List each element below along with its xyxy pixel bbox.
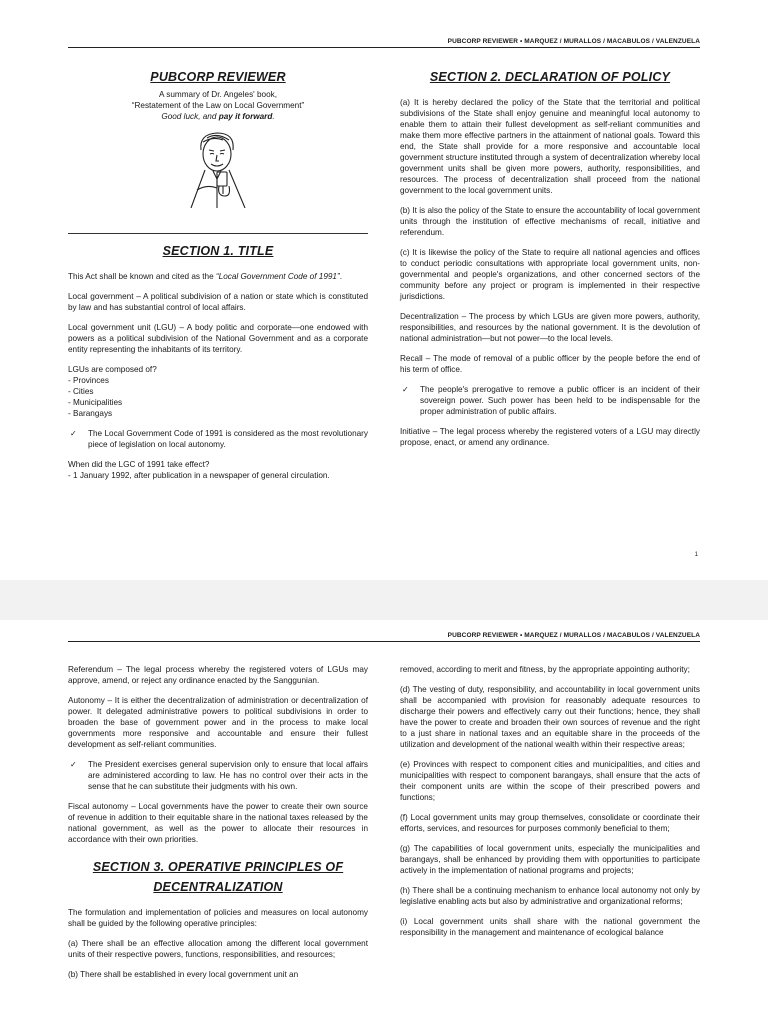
recall-definition: Recall – The mode of removal of a public officer by the people before the end of his term of office. bbox=[400, 354, 700, 374]
list-item: - Cities bbox=[68, 387, 94, 396]
principle-f: (f) Local government units may group themselves, consolidate or coordinate their efforts, services, and resources for purposes commonly beneficial to them; bbox=[400, 813, 700, 833]
intro-line-1: A summary of Dr. Angeles' book, bbox=[158, 90, 278, 99]
decentralization-definition: Decentralization – The process by which LGUs are given more powers, authority, responsibilities, and resources by the national government. It is the devolution of national administration—but not power—to the local levels. bbox=[400, 312, 700, 343]
page1-right-column bbox=[400, 72, 700, 457]
page2-left-column bbox=[68, 664, 368, 989]
checkmark-icon: ✓ bbox=[70, 760, 77, 769]
principle-g: (g) The capabilities of local government units, especially the municipalities and barangays, shall be enhanced by providing them with opportunities to participate actively in the implementation of national programs and projects; bbox=[400, 844, 700, 875]
referendum-definition: Referendum – The legal process whereby the registered voters of LGUs may approve, amend, or reject any ordinance enacted by the Sanggunian. bbox=[68, 665, 368, 685]
checkmark-note: ✓ The people's prerogative to remove a public officer is an incident of their sovereign power. Such power has been held to be indispensable for the proper administration of public affairs. bbox=[402, 385, 700, 416]
policy-paragraph-c: (c) It is likewise the policy of the State to require all national agencies and offices to conduct periodic consultations with appropriate local government units, non-governmental and people's organizations, and other concerned sectors of the community before any project or program is implemented in their respective jurisdictions. bbox=[400, 248, 700, 301]
lgu-question: LGUs are composed of? bbox=[68, 365, 157, 374]
intro-line-3: Good luck, and pay it forward. bbox=[161, 112, 275, 121]
list-item: - Barangays bbox=[68, 409, 113, 418]
principle-a: (a) There shall be an effective allocation among the different local government units of their respective powers, functions, responsibilities, and resources; bbox=[68, 939, 368, 959]
principle-d: (d) The vesting of duty, responsibility, and accountability in local government units shall be accompanied with provision for reasonably adequate resources to discharge their powers and effectively carry out their functions; hence, they shall have the power to create and broaden their own sources of revenue and the right to a just share in national taxes and an equitable share in the proceeds of the utilization and development of the national wealth within their respective areas; bbox=[400, 685, 700, 749]
page-number: 1 bbox=[694, 552, 698, 558]
local-government-definition: Local government – A political subdivision of a nation or state which is constituted by law and has substantial control of local affairs. bbox=[68, 292, 368, 312]
checkmark-icon: ✓ bbox=[402, 385, 409, 394]
page2-right-column bbox=[400, 664, 700, 947]
principle-h: (h) There shall be a continuing mechanism to enhance local autonomy not only by legislative enabling acts but also by administrative and organizational reforms; bbox=[400, 886, 700, 906]
section-divider bbox=[68, 233, 368, 234]
principle-e: (e) Provinces with respect to component cities and municipalities, and cities and municipalities with respect to component barangays, shall ensure that the acts of their component units are within the scope of their prescribed powers and functions; bbox=[400, 760, 700, 802]
list-item: - Municipalities bbox=[68, 398, 123, 407]
principle-b: (b) There shall be established in every local government unit an bbox=[68, 970, 299, 979]
initiative-definition: Initiative – The legal process whereby the registered voters of a LGU may directly propose, enact, or amend any ordinance. bbox=[400, 427, 700, 447]
section-1-block bbox=[68, 246, 368, 481]
fiscal-autonomy-definition: Fiscal autonomy – Local governments have the power to create their own source of revenue in addition to their equitable share in the national taxes released by the national government, as well as the power to allocate their resources in accordance with their own priorities. bbox=[68, 802, 368, 844]
page-gap bbox=[0, 580, 768, 620]
effectivity-question: When did the LGC of 1991 take effect? bbox=[68, 460, 210, 469]
page1-left-column bbox=[68, 72, 368, 214]
lgu-definition: Local government unit (LGU) – A body politic and corporate—one endowed with powers as a political subdivision of the National Government and as a corporate entity representing the inhabitants of its territory. bbox=[68, 323, 368, 354]
lgu-composition-list bbox=[68, 364, 368, 419]
autonomy-definition: Autonomy – It is either the decentralization of administration or decentralization of power. It delegated administrative powers to political subdivisions in order to broaden the base of government power and in the process to make local governments more responsive and accountable and ensure their fullest development as self-reliant communities. bbox=[68, 696, 368, 749]
list-item: - Provinces bbox=[68, 376, 109, 385]
running-header: PUBCORP REVIEWER • MARQUEZ / MURALLOS / MACABULOS / VALENZUELA bbox=[68, 632, 700, 642]
rage-face-cartoon-illustration bbox=[183, 128, 253, 208]
section-2-heading: SECTION 2. DECLARATION OF POLICY bbox=[429, 70, 671, 84]
policy-paragraph-a: (a) It is hereby declared the policy of the State that the territorial and political subdivisions of the State shall enjoy genuine and meaningful local autonomy to enable them to attain their fullest development as self-reliant communities and make them more effective partners in the attainment of national goals. Toward this end, the State shall provide for a more responsive and accountable local government structure instituted through a system of decentralization whereby local government units shall be given more powers, authority, responsibilities, and resources. The process of decentralization shall proceed from the national government to the local government units. bbox=[400, 98, 700, 195]
page-2 bbox=[0, 620, 768, 1024]
section-3-heading: SECTION 3. OPERATIVE PRINCIPLES OF DECENTRALIZATION bbox=[92, 860, 344, 894]
section-1-heading: SECTION 1. TITLE bbox=[162, 244, 274, 258]
checkmark-icon: ✓ bbox=[70, 429, 77, 438]
principles-intro: The formulation and implementation of policies and measures on local autonomy shall be guided by the following operative principles: bbox=[68, 908, 368, 928]
principle-i: (i) Local government units shall share with the national government the responsibility in the management and maintenance of ecological balance bbox=[400, 917, 700, 937]
policy-paragraph-b: (b) It is also the policy of the State to ensure the accountability of local government units through the institution of effective mechanisms of recall, initiative and referendum. bbox=[400, 206, 700, 237]
checkmark-note: ✓ The Local Government Code of 1991 is considered as the most revolutionary piece of legislation on local autonomy. bbox=[70, 429, 368, 449]
effectivity-answer: - 1 January 1992, after publication in a newspaper of general circulation. bbox=[68, 471, 330, 480]
running-header: PUBCORP REVIEWER • MARQUEZ / MURALLOS / MACABULOS / VALENZUELA bbox=[68, 38, 700, 48]
checkmark-note: ✓ The President exercises general supervision only to ensure that local affairs are administered according to law. He has no control over their acts in the sense that he can substitute their judgments with his own. bbox=[70, 760, 368, 791]
reviewer-title: PUBCORP REVIEWER bbox=[150, 70, 286, 84]
intro-line-2: “Restatement of the Law on Local Government” bbox=[131, 101, 305, 110]
act-title-paragraph: This Act shall be known and cited as the “Local Government Code of 1991”. bbox=[68, 272, 342, 281]
principle-c-continued: removed, according to merit and fitness, by the appropriate appointing authority; bbox=[400, 665, 690, 674]
